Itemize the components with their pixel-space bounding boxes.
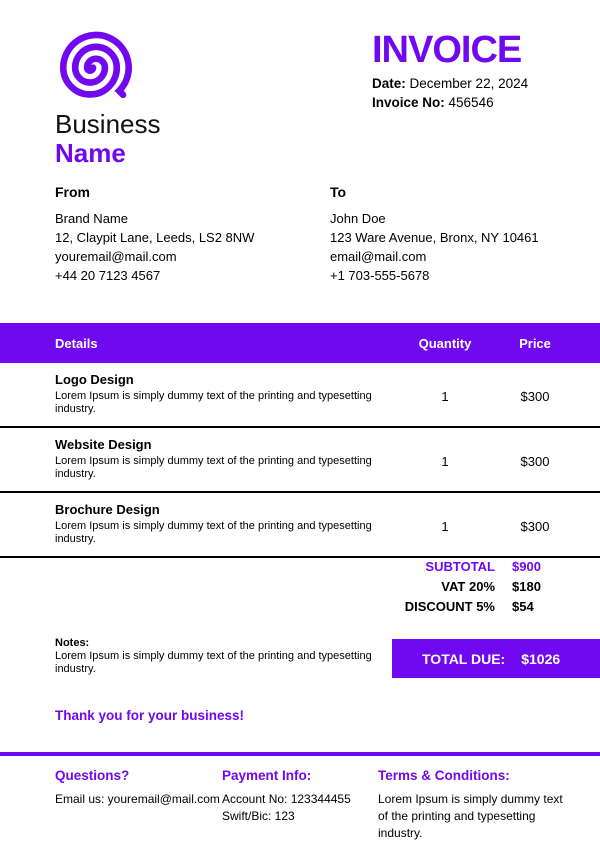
discount-row — [0, 600, 600, 614]
payment-swift-bic: Swift/Bic: 123 — [222, 809, 295, 823]
invoice-number-row — [372, 93, 528, 112]
item-title: Website Design — [55, 437, 152, 452]
to-name: John Doe — [330, 211, 386, 226]
item-details — [55, 372, 390, 416]
invoice-number-label: Invoice No: — [372, 95, 445, 110]
spiral-logo-icon — [55, 30, 161, 108]
table-row — [0, 428, 600, 493]
invoice-date-row — [372, 74, 528, 93]
table-header-row — [0, 323, 600, 363]
to-phone: +1 703-555-5678 — [330, 268, 430, 283]
column-header-quantity: Quantity — [418, 335, 472, 351]
footer-payment-info — [222, 768, 377, 825]
vat-label: VAT 20% — [441, 579, 495, 594]
column-header-price: Price — [519, 335, 551, 351]
invoice-number-value: 456546 — [448, 95, 494, 110]
item-price: $300 — [520, 389, 550, 404]
invoice-meta — [372, 74, 528, 112]
footer-divider — [0, 752, 600, 756]
business-name-line1: Business — [55, 109, 161, 139]
item-description: Lorem Ipsum is simply dummy text of the printing and typesetting industry. — [55, 455, 372, 480]
from-address: 12, Claypit Lane, Leeds, LS2 8NW — [55, 230, 255, 245]
item-description: Lorem Ipsum is simply dummy text of the printing and typesetting industry. — [55, 390, 372, 415]
payment-info-heading: Payment Info: — [222, 768, 312, 783]
discount-label: DISCOUNT 5% — [404, 599, 495, 614]
item-details — [55, 502, 390, 546]
subtotal-row — [0, 560, 600, 574]
item-quantity: 1 — [441, 389, 449, 404]
invoice-date-label: Date: — [372, 76, 406, 91]
vat-value: $180 — [512, 579, 541, 594]
vat-row — [0, 580, 600, 594]
invoice-date-value: December 22, 2024 — [409, 76, 529, 91]
thank-you-message: Thank you for your business! — [55, 708, 245, 723]
from-phone: +44 20 7123 4567 — [55, 268, 161, 283]
item-title: Brochure Design — [55, 502, 160, 517]
from-email: youremail@mail.com — [55, 249, 177, 264]
total-due-banner — [392, 639, 600, 678]
terms-body: Lorem Ipsum is simply dummy text of the printing and typesetting industry. — [378, 792, 563, 840]
column-header-details: Details — [55, 335, 98, 351]
footer-terms — [378, 768, 568, 842]
item-quantity: 1 — [441, 454, 449, 469]
item-description: Lorem Ipsum is simply dummy text of the printing and typesetting industry. — [55, 520, 372, 545]
to-address: 123 Ware Avenue, Bronx, NY 10461 — [330, 230, 539, 245]
footer-questions — [55, 768, 220, 808]
business-name-line2: Name — [55, 138, 126, 168]
to-email: email@mail.com — [330, 249, 427, 264]
invoice-header — [372, 30, 528, 112]
questions-email: Email us: youremail@mail.com — [55, 792, 220, 806]
from-section — [55, 184, 320, 285]
item-details — [55, 437, 390, 481]
total-due-value: $1026 — [521, 650, 561, 667]
subtotal-label: SUBTOTAL — [425, 559, 495, 574]
to-heading: To — [330, 184, 347, 200]
notes-heading: Notes: — [55, 637, 90, 649]
notes-section — [55, 637, 385, 676]
questions-heading: Questions? — [55, 768, 130, 783]
brand-block — [55, 30, 161, 168]
subtotal-value: $900 — [512, 559, 541, 574]
table-row — [0, 493, 600, 558]
item-price: $300 — [520, 519, 550, 534]
item-price: $300 — [520, 454, 550, 469]
item-quantity: 1 — [441, 519, 449, 534]
from-heading: From — [55, 184, 90, 200]
page-title: INVOICE — [372, 29, 522, 71]
to-section — [330, 184, 595, 285]
table-row — [0, 363, 600, 428]
items-table — [0, 323, 600, 558]
notes-body: Lorem Ipsum is simply dummy text of the printing and typesetting industry. — [55, 650, 372, 675]
item-title: Logo Design — [55, 372, 134, 387]
from-name: Brand Name — [55, 211, 128, 226]
totals-section — [0, 560, 600, 620]
terms-heading: Terms & Conditions: — [378, 768, 510, 783]
total-due-label: TOTAL DUE: — [422, 650, 506, 667]
payment-account-no: Account No: 123344455 — [222, 792, 351, 806]
discount-value: $54 — [512, 599, 534, 614]
